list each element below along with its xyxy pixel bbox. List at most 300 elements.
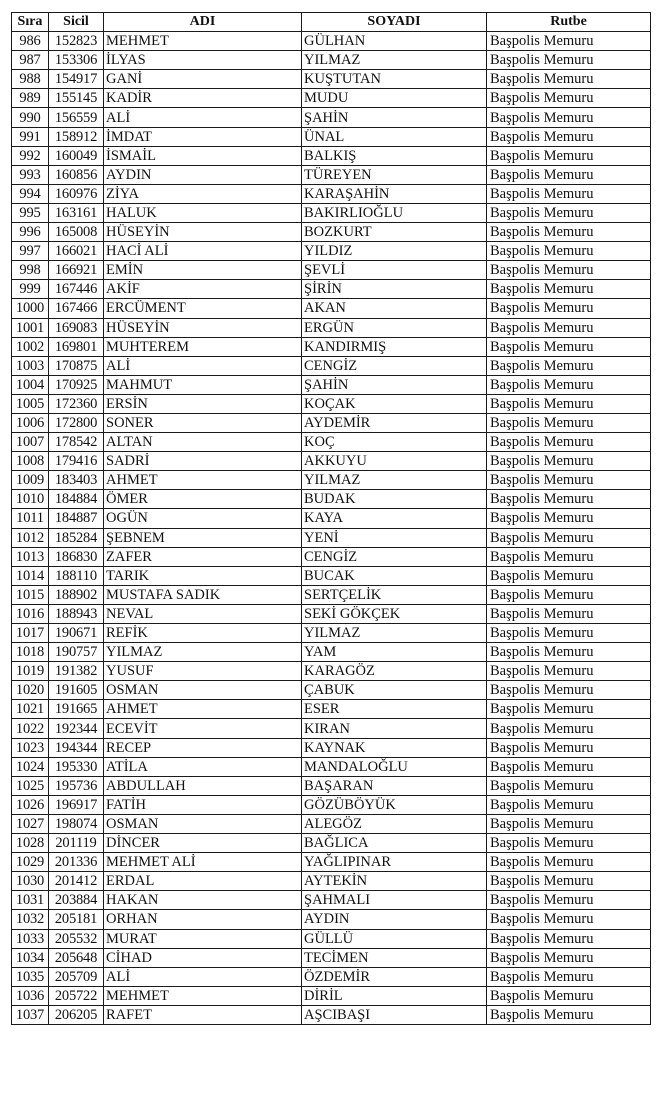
table-row <box>12 872 651 891</box>
cell-sira: 1005 <box>12 394 49 413</box>
cell-soyadi: ÖZDEMİR <box>302 967 487 986</box>
table-row <box>12 929 651 948</box>
cell-soyadi: ŞEVLİ <box>302 261 487 280</box>
cell-sicil: 166021 <box>49 242 104 261</box>
table-row <box>12 89 651 108</box>
cell-sira: 999 <box>12 280 49 299</box>
cell-sicil: 160976 <box>49 184 104 203</box>
cell-soyadi: KOÇ <box>302 433 487 452</box>
cell-sicil: 192344 <box>49 719 104 738</box>
cell-sira: 987 <box>12 51 49 70</box>
cell-adi: GANİ <box>104 70 302 89</box>
cell-rutbe: Başpolis Memuru <box>487 643 651 662</box>
cell-rutbe: Başpolis Memuru <box>487 299 651 318</box>
cell-sicil: 195736 <box>49 776 104 795</box>
cell-adi: CİHAD <box>104 948 302 967</box>
cell-adi: ALTAN <box>104 433 302 452</box>
cell-sira: 1019 <box>12 662 49 681</box>
cell-sira: 1011 <box>12 509 49 528</box>
cell-adi: MEHMET <box>104 986 302 1005</box>
table-row <box>12 814 651 833</box>
cell-rutbe: Başpolis Memuru <box>487 146 651 165</box>
table-row <box>12 165 651 184</box>
cell-rutbe: Başpolis Memuru <box>487 394 651 413</box>
cell-soyadi: ERGÜN <box>302 318 487 337</box>
cell-soyadi: MUDU <box>302 89 487 108</box>
cell-sira: 1006 <box>12 413 49 432</box>
cell-rutbe: Başpolis Memuru <box>487 433 651 452</box>
cell-rutbe: Başpolis Memuru <box>487 165 651 184</box>
cell-soyadi: GÖZÜBÖYÜK <box>302 795 487 814</box>
cell-soyadi: ESER <box>302 700 487 719</box>
cell-sicil: 155145 <box>49 89 104 108</box>
cell-rutbe: Başpolis Memuru <box>487 853 651 872</box>
cell-sira: 997 <box>12 242 49 261</box>
cell-sicil: 205648 <box>49 948 104 967</box>
cell-soyadi: YILMAZ <box>302 51 487 70</box>
cell-soyadi: BALKIŞ <box>302 146 487 165</box>
table-row <box>12 261 651 280</box>
header-sicil: Sicil <box>49 13 104 32</box>
cell-adi: DİNCER <box>104 834 302 853</box>
table-row <box>12 910 651 929</box>
table-row <box>12 242 651 261</box>
cell-adi: İMDAT <box>104 127 302 146</box>
cell-rutbe: Başpolis Memuru <box>487 242 651 261</box>
table-row <box>12 1005 651 1024</box>
cell-rutbe: Başpolis Memuru <box>487 490 651 509</box>
header-soyadi: SOYADI <box>302 13 487 32</box>
cell-sicil: 184887 <box>49 509 104 528</box>
cell-soyadi: MANDALOĞLU <box>302 757 487 776</box>
cell-sicil: 170925 <box>49 375 104 394</box>
cell-rutbe: Başpolis Memuru <box>487 872 651 891</box>
table-row <box>12 318 651 337</box>
cell-rutbe: Başpolis Memuru <box>487 986 651 1005</box>
table-row <box>12 299 651 318</box>
cell-sira: 1016 <box>12 604 49 623</box>
cell-rutbe: Başpolis Memuru <box>487 356 651 375</box>
cell-adi: MEHMET <box>104 32 302 51</box>
cell-adi: ALİ <box>104 108 302 127</box>
cell-soyadi: KANDIRMIŞ <box>302 337 487 356</box>
table-row <box>12 757 651 776</box>
cell-sira: 1002 <box>12 337 49 356</box>
cell-rutbe: Başpolis Memuru <box>487 891 651 910</box>
cell-sira: 1008 <box>12 452 49 471</box>
table-row <box>12 834 651 853</box>
cell-soyadi: AYDEMİR <box>302 413 487 432</box>
cell-adi: AHMET <box>104 471 302 490</box>
cell-soyadi: BUCAK <box>302 566 487 585</box>
cell-adi: ERSİN <box>104 394 302 413</box>
cell-adi: ECEVİT <box>104 719 302 738</box>
cell-sicil: 172800 <box>49 413 104 432</box>
cell-sira: 1027 <box>12 814 49 833</box>
cell-rutbe: Başpolis Memuru <box>487 566 651 585</box>
cell-sicil: 160049 <box>49 146 104 165</box>
cell-soyadi: KAYNAK <box>302 738 487 757</box>
table-row <box>12 891 651 910</box>
cell-soyadi: TÜREYEN <box>302 165 487 184</box>
cell-rutbe: Başpolis Memuru <box>487 910 651 929</box>
table-row <box>12 948 651 967</box>
cell-sira: 1028 <box>12 834 49 853</box>
cell-rutbe: Başpolis Memuru <box>487 795 651 814</box>
cell-sicil: 184884 <box>49 490 104 509</box>
table-row <box>12 127 651 146</box>
cell-sicil: 194344 <box>49 738 104 757</box>
cell-adi: MEHMET ALİ <box>104 853 302 872</box>
cell-soyadi: BOZKURT <box>302 223 487 242</box>
cell-adi: RAFET <box>104 1005 302 1024</box>
cell-soyadi: ALEGÖZ <box>302 814 487 833</box>
personnel-list-sheet <box>11 12 650 1025</box>
cell-sicil: 169083 <box>49 318 104 337</box>
cell-sira: 1023 <box>12 738 49 757</box>
cell-adi: AHMET <box>104 700 302 719</box>
table-row <box>12 146 651 165</box>
cell-adi: HACİ ALİ <box>104 242 302 261</box>
cell-rutbe: Başpolis Memuru <box>487 585 651 604</box>
table-row <box>12 223 651 242</box>
cell-soyadi: YILMAZ <box>302 471 487 490</box>
cell-soyadi: ŞİRİN <box>302 280 487 299</box>
cell-soyadi: GÜLHAN <box>302 32 487 51</box>
table-body <box>12 32 651 1025</box>
cell-sira: 1025 <box>12 776 49 795</box>
table-row <box>12 662 651 681</box>
cell-rutbe: Başpolis Memuru <box>487 528 651 547</box>
cell-adi: ERCÜMENT <box>104 299 302 318</box>
cell-rutbe: Başpolis Memuru <box>487 814 651 833</box>
cell-sira: 1031 <box>12 891 49 910</box>
table-row <box>12 433 651 452</box>
cell-rutbe: Başpolis Memuru <box>487 223 651 242</box>
cell-soyadi: AYDIN <box>302 910 487 929</box>
cell-sira: 1004 <box>12 375 49 394</box>
cell-rutbe: Başpolis Memuru <box>487 108 651 127</box>
cell-sira: 1012 <box>12 528 49 547</box>
cell-sicil: 166921 <box>49 261 104 280</box>
cell-soyadi: CENGİZ <box>302 356 487 375</box>
table-row <box>12 681 651 700</box>
cell-soyadi: DİRİL <box>302 986 487 1005</box>
cell-rutbe: Başpolis Memuru <box>487 261 651 280</box>
cell-adi: ÖMER <box>104 490 302 509</box>
cell-adi: RECEP <box>104 738 302 757</box>
cell-rutbe: Başpolis Memuru <box>487 547 651 566</box>
cell-sicil: 186830 <box>49 547 104 566</box>
cell-adi: İLYAS <box>104 51 302 70</box>
table-row <box>12 356 651 375</box>
cell-sira: 1009 <box>12 471 49 490</box>
cell-rutbe: Başpolis Memuru <box>487 375 651 394</box>
table-row <box>12 490 651 509</box>
cell-sira: 1000 <box>12 299 49 318</box>
cell-rutbe: Başpolis Memuru <box>487 681 651 700</box>
cell-adi: MUSTAFA SADIK <box>104 585 302 604</box>
cell-sicil: 205709 <box>49 967 104 986</box>
cell-sira: 1032 <box>12 910 49 929</box>
table-row <box>12 452 651 471</box>
cell-rutbe: Başpolis Memuru <box>487 1005 651 1024</box>
cell-sicil: 156559 <box>49 108 104 127</box>
cell-sicil: 153306 <box>49 51 104 70</box>
cell-rutbe: Başpolis Memuru <box>487 318 651 337</box>
cell-sicil: 188902 <box>49 585 104 604</box>
cell-rutbe: Başpolis Memuru <box>487 700 651 719</box>
cell-rutbe: Başpolis Memuru <box>487 280 651 299</box>
cell-sicil: 190671 <box>49 624 104 643</box>
cell-sicil: 203884 <box>49 891 104 910</box>
cell-soyadi: ÜNAL <box>302 127 487 146</box>
table-row <box>12 203 651 222</box>
cell-soyadi: AYTEKİN <box>302 872 487 891</box>
cell-sicil: 206205 <box>49 1005 104 1024</box>
cell-soyadi: AKKUYU <box>302 452 487 471</box>
cell-soyadi: KUŞTUTAN <box>302 70 487 89</box>
cell-soyadi: KARAGÖZ <box>302 662 487 681</box>
cell-sicil: 205722 <box>49 986 104 1005</box>
cell-adi: ZAFER <box>104 547 302 566</box>
cell-soyadi: YILMAZ <box>302 624 487 643</box>
cell-sira: 994 <box>12 184 49 203</box>
cell-adi: KADİR <box>104 89 302 108</box>
table-row <box>12 738 651 757</box>
cell-soyadi: AŞCIBAŞI <box>302 1005 487 1024</box>
cell-sira: 988 <box>12 70 49 89</box>
cell-sira: 990 <box>12 108 49 127</box>
cell-soyadi: YAĞLIPINAR <box>302 853 487 872</box>
cell-soyadi: SEKİ GÖKÇEK <box>302 604 487 623</box>
cell-adi: YILMAZ <box>104 643 302 662</box>
cell-sira: 1024 <box>12 757 49 776</box>
cell-rutbe: Başpolis Memuru <box>487 662 651 681</box>
cell-rutbe: Başpolis Memuru <box>487 51 651 70</box>
cell-sira: 1001 <box>12 318 49 337</box>
cell-sicil: 183403 <box>49 471 104 490</box>
cell-sicil: 152823 <box>49 32 104 51</box>
cell-sicil: 191605 <box>49 681 104 700</box>
header-rutbe: Rutbe <box>487 13 651 32</box>
cell-rutbe: Başpolis Memuru <box>487 471 651 490</box>
cell-soyadi: ŞAHMALI <box>302 891 487 910</box>
table-row <box>12 700 651 719</box>
cell-sicil: 154917 <box>49 70 104 89</box>
cell-adi: ABDULLAH <box>104 776 302 795</box>
cell-sicil: 178542 <box>49 433 104 452</box>
cell-soyadi: KARAŞAHİN <box>302 184 487 203</box>
cell-soyadi: CENGİZ <box>302 547 487 566</box>
table-row <box>12 719 651 738</box>
table-row <box>12 471 651 490</box>
table-row <box>12 547 651 566</box>
cell-sira: 989 <box>12 89 49 108</box>
cell-sira: 1017 <box>12 624 49 643</box>
cell-sira: 1020 <box>12 681 49 700</box>
cell-soyadi: YENİ <box>302 528 487 547</box>
cell-sira: 1026 <box>12 795 49 814</box>
cell-soyadi: ŞAHİN <box>302 108 487 127</box>
cell-soyadi: GÜLLÜ <box>302 929 487 948</box>
table-row <box>12 986 651 1005</box>
cell-soyadi: KAYA <box>302 509 487 528</box>
cell-sira: 1003 <box>12 356 49 375</box>
cell-adi: AKİF <box>104 280 302 299</box>
cell-adi: SONER <box>104 413 302 432</box>
table-row <box>12 528 651 547</box>
cell-adi: MURAT <box>104 929 302 948</box>
cell-rutbe: Başpolis Memuru <box>487 32 651 51</box>
table-row <box>12 280 651 299</box>
table-row <box>12 776 651 795</box>
cell-adi: HAKAN <box>104 891 302 910</box>
cell-adi: ALİ <box>104 356 302 375</box>
cell-soyadi: TECİMEN <box>302 948 487 967</box>
cell-sicil: 205532 <box>49 929 104 948</box>
cell-rutbe: Başpolis Memuru <box>487 776 651 795</box>
table-row <box>12 566 651 585</box>
cell-rutbe: Başpolis Memuru <box>487 509 651 528</box>
cell-soyadi: AKAN <box>302 299 487 318</box>
cell-sicil: 191382 <box>49 662 104 681</box>
cell-rutbe: Başpolis Memuru <box>487 624 651 643</box>
cell-rutbe: Başpolis Memuru <box>487 738 651 757</box>
cell-rutbe: Başpolis Memuru <box>487 89 651 108</box>
cell-rutbe: Başpolis Memuru <box>487 757 651 776</box>
cell-sicil: 185284 <box>49 528 104 547</box>
cell-soyadi: ÇABUK <box>302 681 487 700</box>
cell-rutbe: Başpolis Memuru <box>487 929 651 948</box>
cell-sira: 1030 <box>12 872 49 891</box>
cell-adi: TARIK <box>104 566 302 585</box>
cell-soyadi: SERTÇELİK <box>302 585 487 604</box>
cell-sira: 1033 <box>12 929 49 948</box>
cell-soyadi: BAŞARAN <box>302 776 487 795</box>
cell-sira: 1022 <box>12 719 49 738</box>
cell-adi: NEVAL <box>104 604 302 623</box>
cell-sicil: 205181 <box>49 910 104 929</box>
table-row <box>12 337 651 356</box>
cell-sicil: 188943 <box>49 604 104 623</box>
cell-sira: 1035 <box>12 967 49 986</box>
table-row <box>12 70 651 89</box>
cell-sicil: 201412 <box>49 872 104 891</box>
cell-adi: REFİK <box>104 624 302 643</box>
cell-rutbe: Başpolis Memuru <box>487 452 651 471</box>
cell-adi: HALUK <box>104 203 302 222</box>
cell-sicil: 195330 <box>49 757 104 776</box>
cell-adi: HÜSEYİN <box>104 318 302 337</box>
cell-sira: 1021 <box>12 700 49 719</box>
cell-sira: 986 <box>12 32 49 51</box>
cell-adi: OGÜN <box>104 509 302 528</box>
table-row <box>12 643 651 662</box>
table-row <box>12 624 651 643</box>
cell-sira: 1037 <box>12 1005 49 1024</box>
cell-adi: MAHMUT <box>104 375 302 394</box>
table-row <box>12 394 651 413</box>
cell-sira: 1036 <box>12 986 49 1005</box>
cell-soyadi: BUDAK <box>302 490 487 509</box>
table-row <box>12 585 651 604</box>
table-row <box>12 795 651 814</box>
cell-soyadi: ŞAHİN <box>302 375 487 394</box>
cell-rutbe: Başpolis Memuru <box>487 203 651 222</box>
cell-sira: 1029 <box>12 853 49 872</box>
cell-rutbe: Başpolis Memuru <box>487 948 651 967</box>
cell-adi: ZİYA <box>104 184 302 203</box>
table-row <box>12 184 651 203</box>
cell-rutbe: Başpolis Memuru <box>487 834 651 853</box>
cell-soyadi: KOÇAK <box>302 394 487 413</box>
cell-sira: 996 <box>12 223 49 242</box>
cell-sicil: 170875 <box>49 356 104 375</box>
cell-rutbe: Başpolis Memuru <box>487 719 651 738</box>
cell-rutbe: Başpolis Memuru <box>487 604 651 623</box>
cell-adi: ORHAN <box>104 910 302 929</box>
cell-sicil: 169801 <box>49 337 104 356</box>
cell-sira: 995 <box>12 203 49 222</box>
table-row <box>12 32 651 51</box>
header-sira: Sıra <box>12 13 49 32</box>
cell-rutbe: Başpolis Memuru <box>487 184 651 203</box>
cell-sira: 1010 <box>12 490 49 509</box>
cell-sira: 1018 <box>12 643 49 662</box>
table-row <box>12 853 651 872</box>
cell-sicil: 198074 <box>49 814 104 833</box>
table-header-row <box>12 13 651 32</box>
cell-rutbe: Başpolis Memuru <box>487 70 651 89</box>
cell-adi: YUSUF <box>104 662 302 681</box>
cell-adi: İSMAİL <box>104 146 302 165</box>
cell-soyadi: BAKIRLIOĞLU <box>302 203 487 222</box>
cell-rutbe: Başpolis Memuru <box>487 127 651 146</box>
table-row <box>12 108 651 127</box>
cell-sicil: 172360 <box>49 394 104 413</box>
cell-sira: 1013 <box>12 547 49 566</box>
cell-adi: EMİN <box>104 261 302 280</box>
table-row <box>12 413 651 432</box>
cell-adi: ATİLA <box>104 757 302 776</box>
cell-sicil: 179416 <box>49 452 104 471</box>
cell-sira: 1007 <box>12 433 49 452</box>
cell-sira: 1034 <box>12 948 49 967</box>
cell-sira: 991 <box>12 127 49 146</box>
cell-sicil: 167446 <box>49 280 104 299</box>
personnel-table <box>11 12 651 1025</box>
cell-sicil: 160856 <box>49 165 104 184</box>
cell-sira: 992 <box>12 146 49 165</box>
cell-sicil: 196917 <box>49 795 104 814</box>
header-adi: ADI <box>104 13 302 32</box>
cell-rutbe: Başpolis Memuru <box>487 413 651 432</box>
cell-soyadi: YAM <box>302 643 487 662</box>
cell-adi: ALİ <box>104 967 302 986</box>
cell-rutbe: Başpolis Memuru <box>487 967 651 986</box>
cell-sicil: 165008 <box>49 223 104 242</box>
cell-adi: AYDIN <box>104 165 302 184</box>
table-row <box>12 967 651 986</box>
cell-sicil: 158912 <box>49 127 104 146</box>
cell-adi: ERDAL <box>104 872 302 891</box>
cell-soyadi: KIRAN <box>302 719 487 738</box>
table-row <box>12 375 651 394</box>
cell-sira: 1014 <box>12 566 49 585</box>
cell-sicil: 201119 <box>49 834 104 853</box>
cell-sira: 998 <box>12 261 49 280</box>
